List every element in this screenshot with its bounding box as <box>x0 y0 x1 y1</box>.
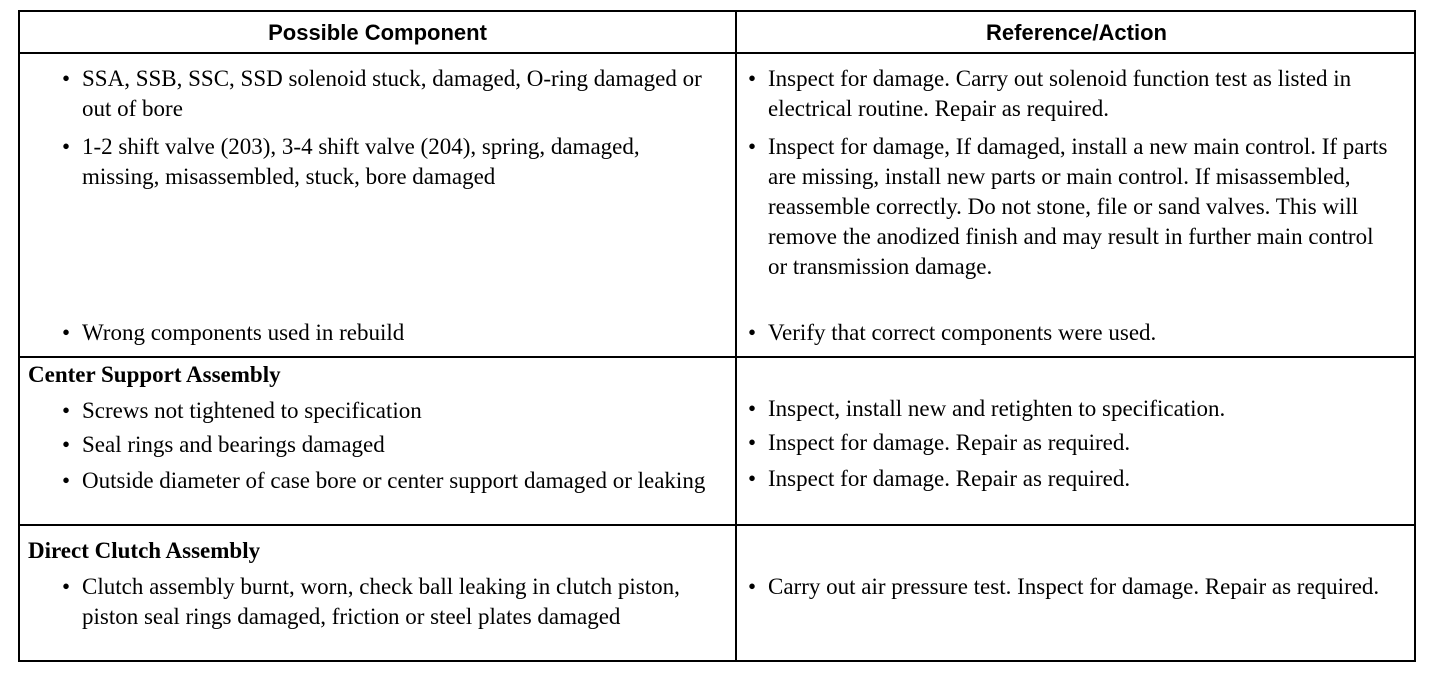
action-item: • Verify that correct components were used. <box>748 320 1157 345</box>
section-title-direct-clutch: Direct Clutch Assembly <box>28 538 261 563</box>
component-item: • Wrong components used in rebuild <box>62 320 405 345</box>
component-item: • Clutch assembly burnt, worn, check ball leaking in clutch piston, piston seal rings damaged, friction or steel plates damaged <box>62 574 680 629</box>
action-item: • Inspect for damage. Repair as required. <box>748 466 1131 491</box>
row-divider <box>20 524 1414 526</box>
action-item: • Inspect, install new and retighten to specification. <box>748 396 1226 421</box>
component-item: • SSA, SSB, SSC, SSD solenoid stuck, damaged, O-ring damaged or out of bore <box>62 66 702 121</box>
component-item: • 1-2 shift valve (203), 3-4 shift valve (204), spring, damaged, missing, misassembled, stuck, bore damaged <box>62 134 640 189</box>
component-item: • Screws not tightened to specification <box>62 398 422 423</box>
row-divider <box>20 356 1414 358</box>
action-item: • Inspect for damage. Repair as required. <box>748 430 1131 455</box>
section-title-center-support: Center Support Assembly <box>28 362 281 387</box>
action-item: • Carry out air pressure test. Inspect for damage. Repair as required. <box>748 574 1380 599</box>
component-item: • Seal rings and bearings damaged <box>62 432 385 457</box>
action-item: • Inspect for damage. Carry out solenoid function test as listed in electrical routine. Repair as required. <box>748 66 1352 121</box>
component-item: • Outside diameter of case bore or center support damaged or leaking <box>62 468 706 493</box>
column-header-action: Reference/Action <box>986 20 1167 45</box>
action-item: • Inspect for damage, If damaged, install a new main control. If parts are missing, install new parts or main control. If misassembled, reassemble correctly. Do not stone, file or sand valves. This will remove the anodized finish and may result in further main control or transmission damage. <box>748 134 1388 279</box>
column-divider <box>735 12 737 660</box>
diagnosis-table <box>18 10 1416 662</box>
column-header-component: Possible Component <box>268 20 487 45</box>
